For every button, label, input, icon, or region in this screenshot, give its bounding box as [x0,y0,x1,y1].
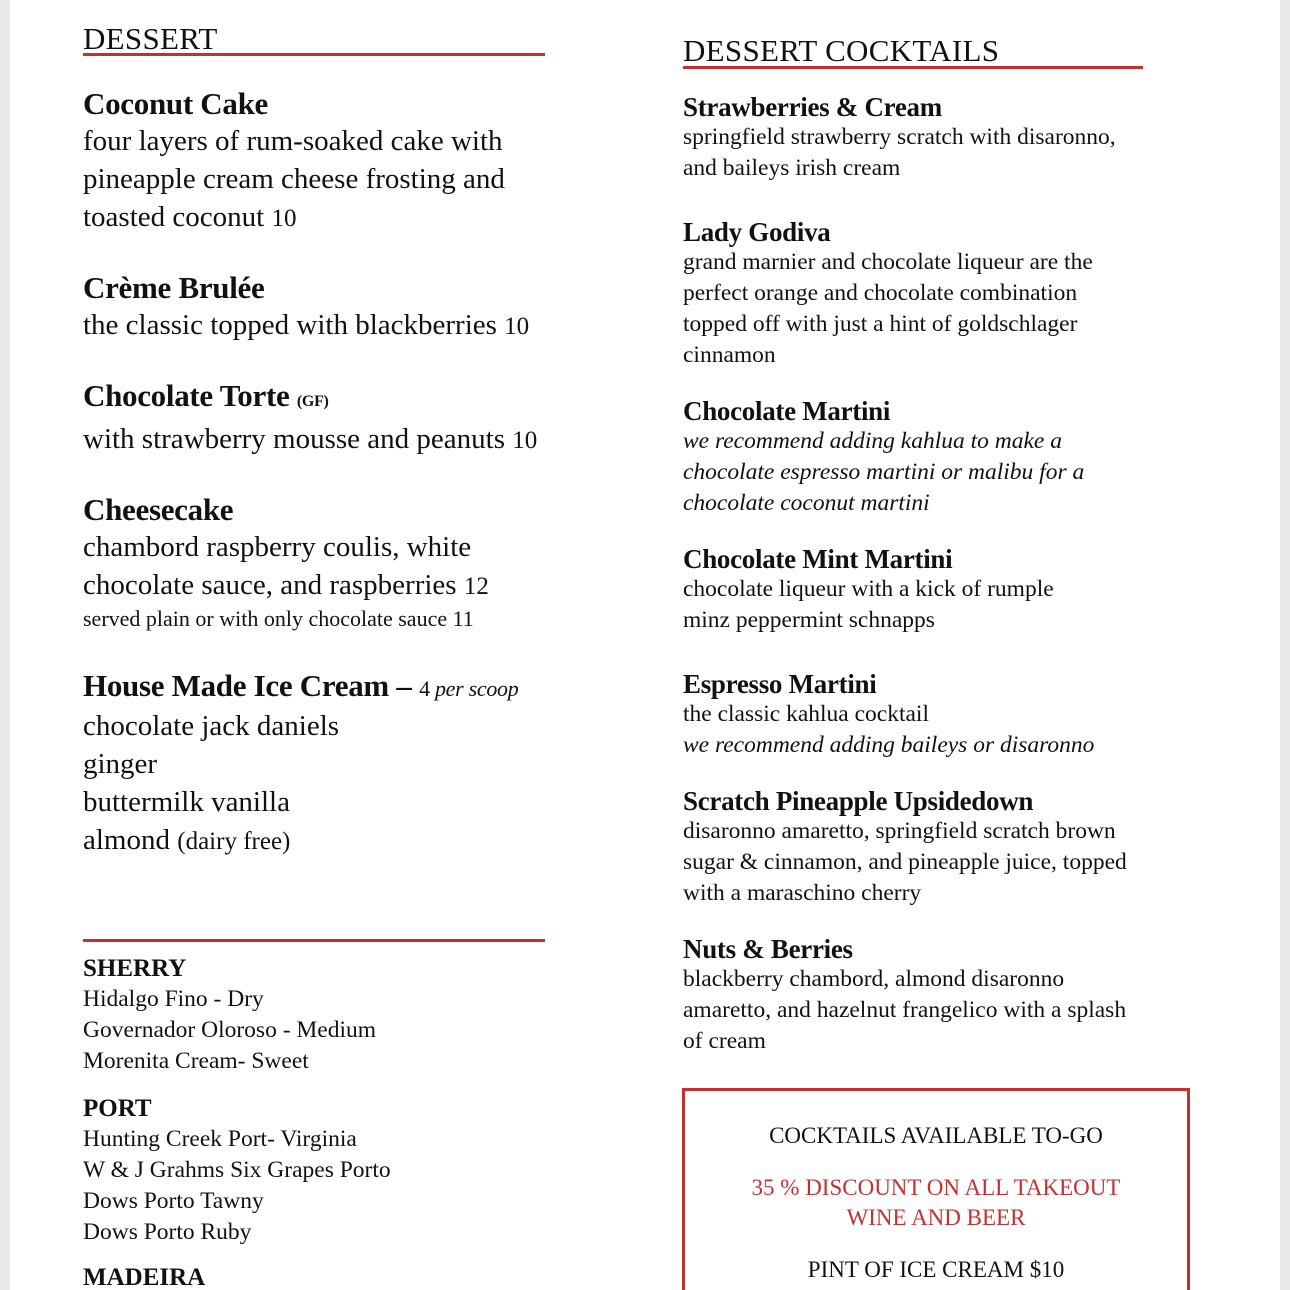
menu-page [10,0,1280,1290]
cocktail-name: Chocolate Martini [683,396,891,426]
item-note: served plain or with only chocolate sauce 11 [83,606,474,631]
name-dash: – [396,668,412,703]
sherry-heading: SHERRY [83,955,187,982]
desc-line: we recommend adding kahlua to make a [683,428,1062,454]
flavor-item: buttermilk vanilla [83,786,290,818]
discount-text [685,1173,1187,1233]
sherry-section [83,954,603,1077]
wine-item: Dows Porto Ruby [83,1219,252,1245]
cocktail-item [683,786,1223,909]
menu-item-chocolate-torte [83,378,603,460]
gluten-free-tag: (GF) [296,393,329,410]
desc-line: four layers of rum-soaked cake with [83,125,503,157]
desc-line: chocolate coconut martini [683,490,930,516]
cocktail-name: Lady Godiva [683,217,831,247]
port-heading: PORT [83,1095,152,1122]
cocktail-item [683,934,1223,1057]
desc-line: sugar & cinnamon, and pineapple juice, topped [683,849,1127,875]
cocktail-item [683,669,1223,761]
desc-line: minz peppermint schnapps [683,607,935,633]
desc-line: the classic kahlua cocktail [683,701,929,727]
item-price: 12 [463,573,489,600]
item-name: Coconut Cake [83,86,268,121]
desc-line: amaretto, and hazelnut frangelico with a splash [683,997,1127,1023]
madeira-heading: MADEIRA [83,1264,206,1290]
desc-line: chocolate sauce, and raspberries [83,569,457,601]
desc-line: with strawberry mousse and peanuts [83,423,506,455]
wine-list [83,954,603,1290]
item-description [83,122,603,238]
flavor-item: ginger [83,748,158,780]
cocktails-title: DESSERT COCKTAILS [683,33,1000,68]
item-name: Cheesecake [83,492,234,527]
ice-cream-pint-text: PINT OF ICE CREAM $10 [807,1257,1065,1282]
cocktails-to-go-text: COCKTAILS AVAILABLE TO-GO [769,1123,1103,1148]
cocktail-item [683,92,1223,184]
item-description [83,420,603,460]
wine-item: Governador Oloroso - Medium [83,1017,377,1043]
cocktail-name: Espresso Martini [683,669,877,699]
wine-item: Hidalgo Fino - Dry [83,986,264,1012]
discount-line: 35 % DISCOUNT ON ALL TAKEOUT [751,1175,1121,1200]
desc-line: disaronno amaretto, springfield scratch brown [683,818,1116,844]
cocktails-column [683,34,1223,1057]
wine-item: Dows Porto Tawny [83,1188,264,1214]
desc-line: cinnamon [683,342,776,368]
wines-divider-rule [83,939,545,942]
item-description [83,306,603,346]
flavor-item: chocolate jack daniels [83,710,340,742]
dairy-free-note: (dairy free) [177,828,291,855]
takeout-notice-box [682,1088,1190,1290]
item-name: House Made Ice Cream [83,668,389,703]
desc-line: with a maraschino cherry [683,880,922,906]
menu-item-ice-cream [83,668,603,861]
price-number: 4 [419,676,430,701]
desc-line: springfield strawberry scratch with disaronno, [683,124,1116,150]
item-price [419,676,518,701]
flavor-name: almond [83,824,170,856]
desc-line: toasted coconut [83,201,265,233]
item-price: 10 [512,427,538,454]
desc-line: chocolate liqueur with a kick of rumple [683,576,1054,602]
cocktail-name: Strawberries & Cream [683,92,942,122]
port-section [83,1094,603,1248]
desc-line: we recommend adding baileys or disaronno [683,732,1095,758]
cocktail-name: Nuts & Berries [683,934,853,964]
cocktail-item [683,396,1223,519]
desc-line: perfect orange and chocolate combination [683,280,1078,306]
discount-line: WINE AND BEER [846,1205,1026,1230]
desc-line: blackberry chambord, almond disaronno [683,966,1065,992]
desc-line: grand marnier and chocolate liqueur are the [683,249,1093,275]
cocktail-name: Scratch Pineapple Upsidedown [683,786,1034,816]
wine-item: Morenita Cream- Sweet [83,1048,309,1074]
menu-item-cheesecake [83,492,603,632]
menu-item-creme-brulee [83,270,603,346]
wine-item: Hunting Creek Port- Virginia [83,1126,357,1152]
flavor-item [83,821,603,861]
item-price: 10 [271,205,297,232]
cocktail-item [683,217,1223,371]
desc-line: of cream [683,1028,766,1054]
item-price: 10 [504,313,530,340]
dessert-title: DESSERT [83,21,218,56]
desc-line: chocolate espresso martini or malibu for a [683,459,1085,485]
desc-line: and baileys irish cream [683,155,901,181]
desc-line: topped off with just a hint of goldschlager [683,311,1078,337]
flavor-list [83,707,603,861]
desc-line: the classic topped with blackberries [83,309,497,341]
item-name: Crème Brulée [83,270,265,305]
wine-item: W & J Grahms Six Grapes Porto [83,1157,391,1183]
price-unit: per scoop [434,676,519,701]
cocktail-item [683,544,1223,636]
cocktail-name: Chocolate Mint Martini [683,544,953,574]
item-name: Chocolate Torte [83,378,290,413]
dessert-column [83,21,603,1290]
desc-line: chambord raspberry coulis, white [83,531,472,563]
desc-line: pineapple cream cheese frosting and [83,163,505,195]
item-description [83,528,603,606]
menu-item-coconut-cake [83,86,603,238]
